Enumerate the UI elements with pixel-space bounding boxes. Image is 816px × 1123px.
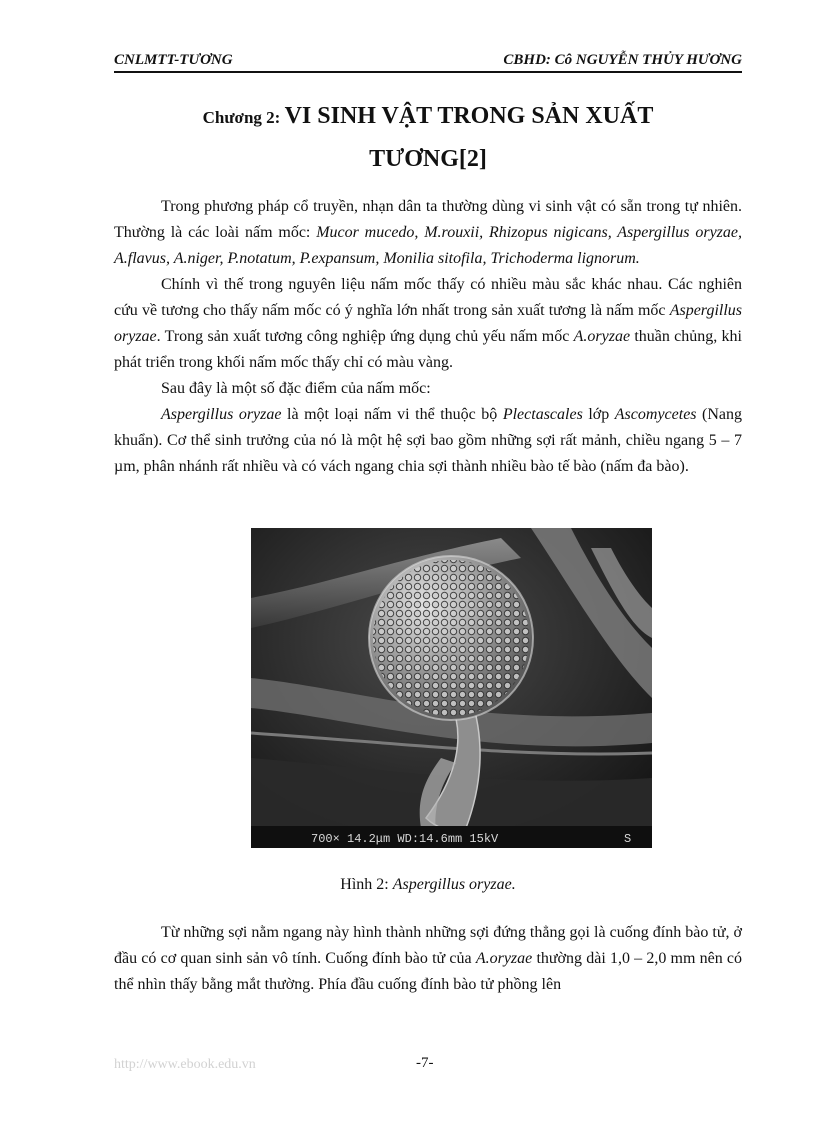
paragraph-3: Sau đây là một số đặc điểm của nấm mốc: xyxy=(161,380,431,397)
sem-micrograph-figure xyxy=(251,528,652,848)
chapter-number: Chương 2: xyxy=(202,108,285,127)
paragraph-4-f: (Nang khuẩn). Cơ thể sinh trưởng của nó là một hệ sợi bao gồm những sợi rất mảnh, chiều ngang 5 – 7 µm, phân nhánh rất nhiều và có vách ngang chia sợi thành nhiều bào tế bào (nấm đa bào). xyxy=(114,406,743,475)
chapter-heading xyxy=(114,96,742,179)
body-text-upper xyxy=(114,194,742,480)
paragraph-4-a: Aspergillus oryzae xyxy=(161,406,282,423)
paragraph-5-a: Từ những sợi nằm ngang này hình thành những sợi đứng thẳng gọi là cuống đính bào tử, ở đầu có cơ quan sinh sản vô tính. Cuống đính bào tử của xyxy=(114,924,742,967)
caption-name: Aspergillus oryzae. xyxy=(392,876,516,893)
chapter-heading-line1 xyxy=(114,96,742,139)
micrograph-scale-label: 700× 14.2μm WD:14.6mm 15kV xyxy=(311,832,499,846)
paragraph-5-b: A.oryzae xyxy=(475,950,533,967)
paragraph-4 xyxy=(114,402,742,480)
paragraph-2-a: Chính vì thế trong nguyên liệu nấm mốc thấy có nhiều màu sắc khác nhau. Các nghiên cứu về tương cho thấy nấm mốc có ý nghĩa lớn nhất trong sản xuất tương là nấm mốc xyxy=(114,276,742,319)
chapter-title-part2: TƯƠNG[2] xyxy=(369,146,487,172)
paragraph-2-c: . Trong sản xuất tương công nghiệp ứng dụng chủ yếu nấm mốc xyxy=(156,328,574,345)
paragraph-4-d: lớp xyxy=(582,406,615,423)
paragraph-2-b: Aspergillus oryzae xyxy=(114,302,742,345)
chapter-title-part1: VI SINH VẬT TRONG SẢN XUẤT xyxy=(284,103,654,129)
paragraph-4-e: Ascomycetes xyxy=(614,406,697,423)
paragraph-2-d: A.oryzae xyxy=(573,328,631,345)
paragraph-5-c: thường dài 1,0 – 2,0 mm nên có thể nhìn thấy bằng mắt thường. Phía đầu cuống đính bào tử phồng lên xyxy=(114,950,743,993)
micrograph-mode-label: S xyxy=(624,832,632,846)
paragraph-1-text: Trong phương pháp cổ truyền, nhạn dân ta thường dùng vi sinh vật có sẵn trong tự nhiên. Thường là các loài nấm mốc: xyxy=(114,198,742,241)
paragraph-2 xyxy=(114,272,742,376)
paragraph-4-b: là một loại nấm vi thể thuộc bộ xyxy=(281,406,503,423)
paragraph-2-e: thuần chủng, khi phát triển trong khối nấm mốc thấy chỉ có màu vàng. xyxy=(114,328,742,371)
header-right: CBHD: Cô NGUYỄN THỦY HƯƠNG xyxy=(503,52,742,68)
header-rule xyxy=(114,71,742,73)
header-left: CNLMTT-TƯƠNG xyxy=(114,52,233,68)
page-number: -7- xyxy=(416,1055,434,1071)
species-list: Mucor mucedo, M.rouxii, Rhizopus nigicans, Aspergillus oryzae, A.flavus, A.niger, P.notatum, P.expansum, Monilia sitofila, Trichoderma lignorum. xyxy=(114,224,743,267)
paragraph-5 xyxy=(114,920,742,998)
paragraph-1 xyxy=(114,194,742,272)
page-header xyxy=(114,50,742,72)
caption-prefix: Hình 2: xyxy=(340,876,393,893)
figure-caption xyxy=(114,876,742,894)
paragraph-4-c: Plectascales xyxy=(502,406,583,423)
body-text-lower xyxy=(114,920,742,998)
sem-micrograph-image xyxy=(251,528,652,848)
footer-url: http://www.ebook.edu.vn xyxy=(114,1057,256,1072)
